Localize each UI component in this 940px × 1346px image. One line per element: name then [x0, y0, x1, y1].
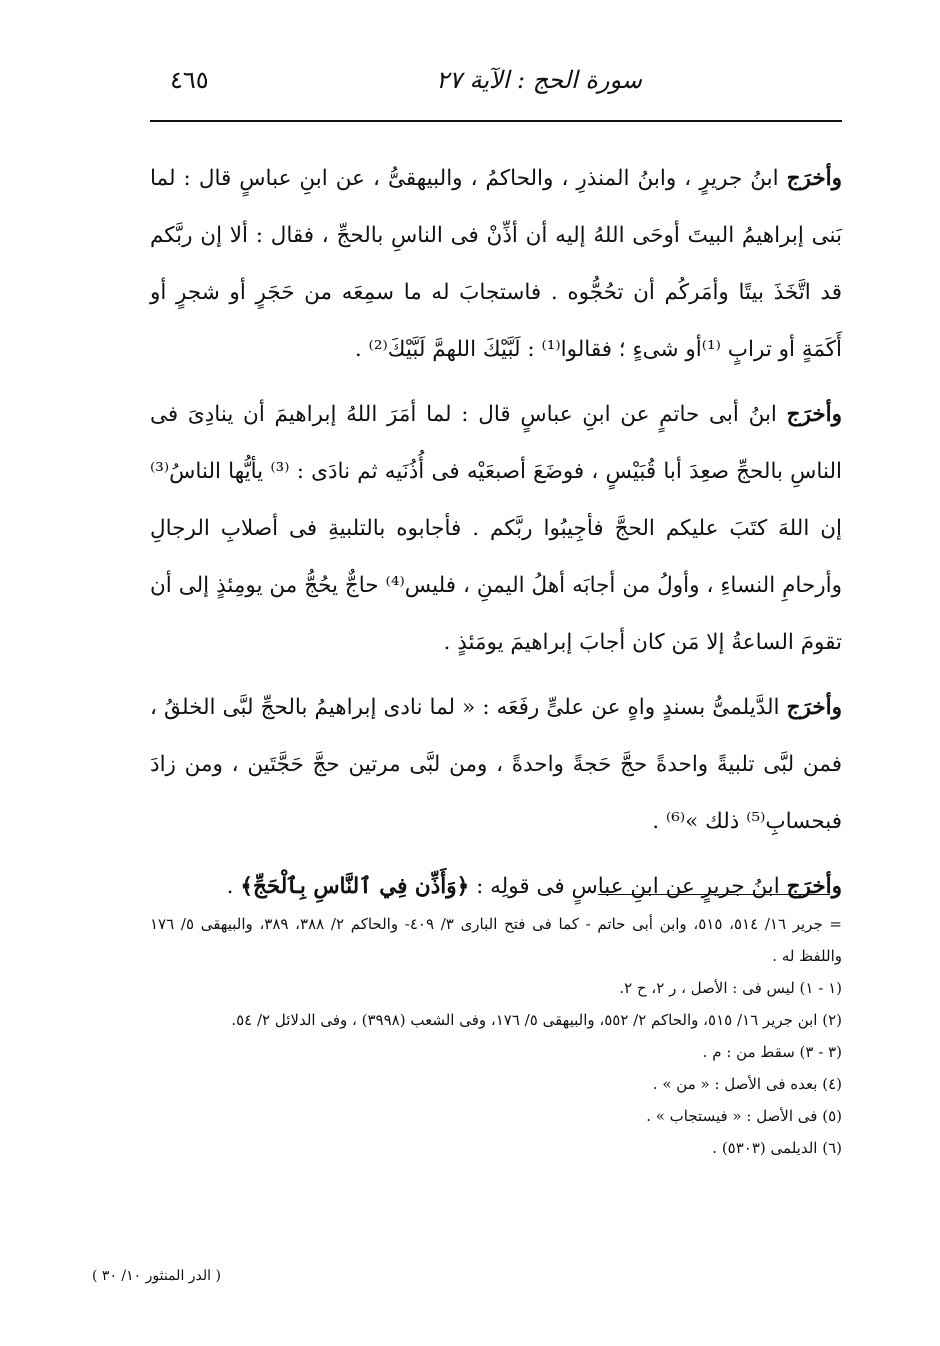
bottom-reference: ( الدر المنثور ١٠/ ٣٠ ): [92, 1268, 221, 1284]
paragraph-text: الدَّيلمىُّ بسندٍ واهٍ عن علىٍّ رفَعَه : « لما نادى إبراهيمُ بالحجِّ لبَّى الخلقُ ، فمن لبَّى تلبيةً واحدةً حجَّ حَجةً واحدةً ، ومن لبَّى مرتين حجَّ حَجَّتَين ، ومن زادَ فبحسابِ⁽⁵⁾ ذلك »⁽⁶⁾ .: [150, 695, 842, 834]
paragraph-tail: .: [226, 874, 241, 899]
paragraph-lead: وأخرَج: [786, 874, 842, 899]
footnote-2: (٢) ابن جرير ١٦/ ٥١٥، والحاكم ٢/ ٥٥٢، والبيهقى ٥/ ١٧٦، وفى الشعب (٣٩٩٨) ، وفى الدلائل ٢/ ٥٤.: [231, 1011, 842, 1029]
paragraph-lead: وأخرَج: [786, 402, 842, 427]
paragraph-4: [150, 858, 842, 915]
footnote-continuation: = جرير ١٦/ ٥١٤، ٥١٥، وابن أبى حاتم - كما فى فتح البارى ٣/ ٤٠٩- والحاكم ٢/ ٣٨٨، ٣٨٩، والبيهقى ٥/ ١٧٦ واللفظ له .: [150, 915, 842, 965]
paragraph-text: ابنُ جريرٍ عن ابنِ عباسٍ فى قولِه :: [469, 874, 787, 899]
page-header: [150, 62, 842, 118]
footnote-6: (٦) الديلمى (٥٣٠٣) .: [712, 1139, 842, 1157]
paragraph-text: ابنُ جريرٍ ، وابنُ المنذرِ ، والحاكمُ ، والبيهقىُّ ، عن ابنِ عباسٍ قال : لما بَنى إبراهيمُ البيتَ أوحَى اللهُ إليه أن أذِّنْ فى الناسِ بالحجِّ ، فقال : ألا إن ربَّكم قد اتَّخَذَ بيتًا وأمَركُم أن تحُجُّوه . فاستجابَ له ما سمِعَه من حَجَرٍ أو شجرٍ أو أَكَمَةٍ أو ترابٍ ⁽¹⁾أو شىءٍ ؛ فقالوا⁽¹⁾ : لَبَّيْكَ اللهمَّ لَبَّيْكَ⁽²⁾ .: [150, 166, 842, 362]
paragraph-text: ابنُ أبى حاتمٍ عن ابنِ عباسٍ قال : لما أمَرَ اللهُ إبراهيمَ أن ينادِىَ فى الناسِ بالحجِّ صعِدَ أبا قُبَيْسٍ ، فوضَعَ أصبعَيْه فى أُذُنَيه ثم نادَى : ⁽³⁾ يأيُّها الناسُ⁽³⁾ إن اللهَ كتَبَ عليكم الحجَّ فأجِيبُوا ربَّكم . فأجابوه بالتلبيةِ فى أصلابِ الرجالِ وأرحامِ النساءِ ، وأولُ من أجابَه أهلُ اليمنِ ، فليس⁽⁴⁾ حاجٌّ يحُجُّ من يومِئذٍ إلى أن تقومَ الساعةُ إلا مَن كان أجابَ إبراهيمَ يومَئذٍ .: [150, 402, 842, 655]
paragraph-1: [150, 150, 842, 378]
page-number: ٤٦٥: [170, 66, 209, 94]
footnote-4: (٤) بعده فى الأصل : « من » .: [652, 1075, 842, 1093]
main-text: [150, 150, 842, 923]
footnote-5: (٥) فى الأصل : « فيستجاب » .: [646, 1107, 842, 1125]
footnotes: [150, 908, 842, 1164]
footnote-3: (٣ - ٣) سقط من : م .: [702, 1043, 842, 1061]
footnote-separator: [598, 894, 830, 895]
footnote-1: (١ - ١) ليس فى : الأصل ، ر ٢، ح ٢.: [619, 979, 842, 997]
quran-quote: ﴿وَأَذِّن فِي ٱلنَّاسِ بِٱلْحَجِّ﴾: [240, 874, 470, 899]
header-rule: [150, 120, 842, 122]
running-title: سورة الحج : الآية ٢٧: [436, 66, 642, 94]
paragraph-3: [150, 679, 842, 850]
paragraph-lead: وأخرَج: [786, 166, 842, 191]
paragraph-lead: وأخرَج: [786, 695, 842, 720]
paragraph-2: [150, 386, 842, 671]
